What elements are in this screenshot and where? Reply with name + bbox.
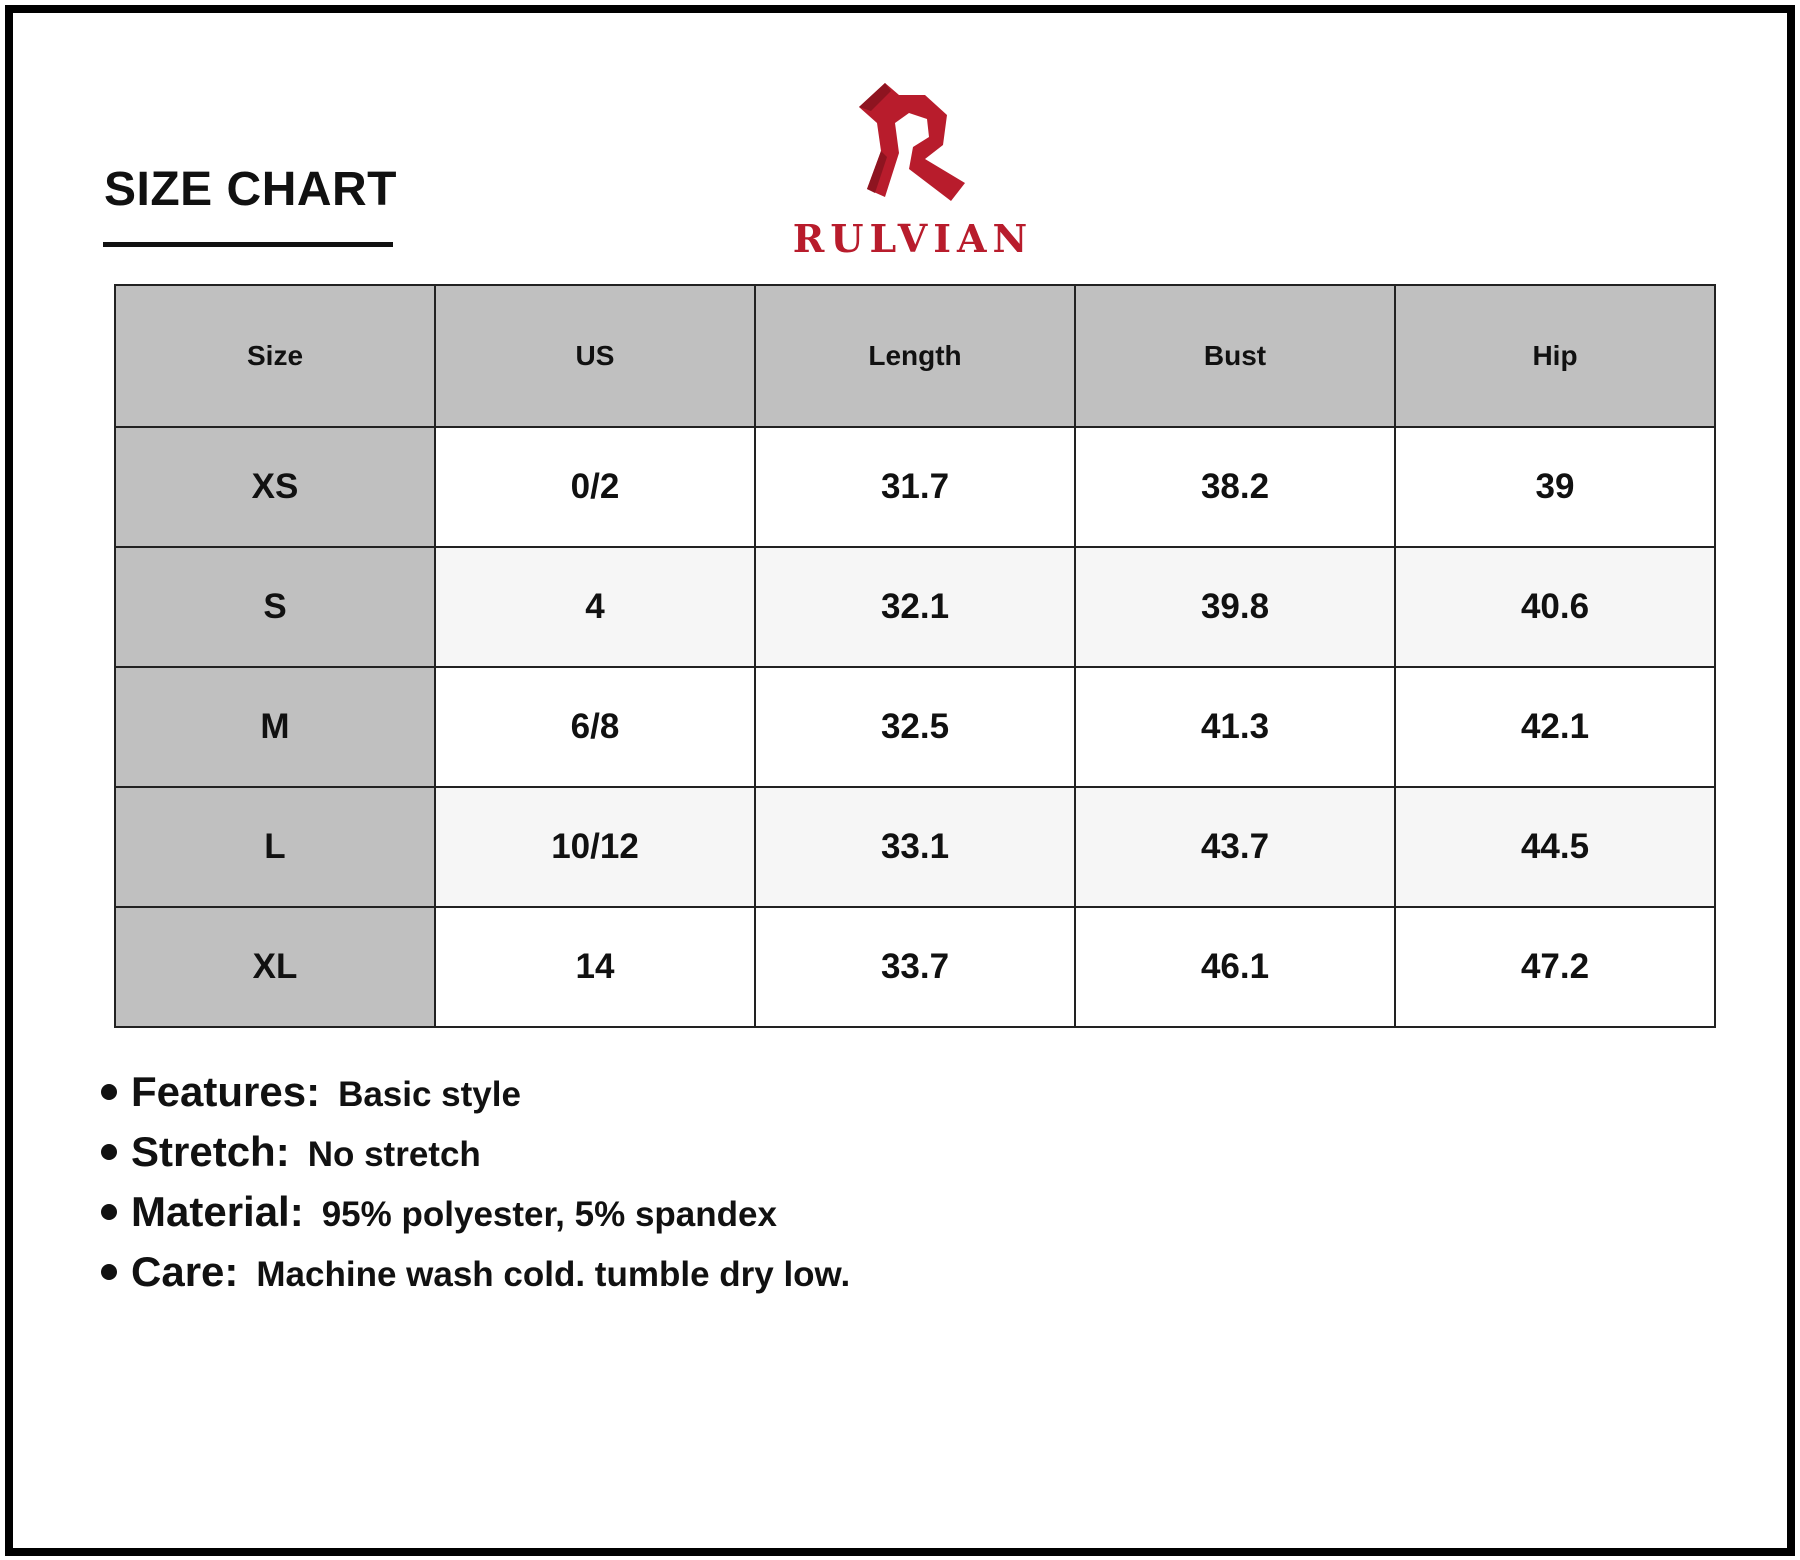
title-underline bbox=[103, 242, 393, 247]
feature-label: Material: bbox=[131, 1188, 304, 1235]
bust-cell: 43.7 bbox=[1075, 787, 1395, 907]
bullet-icon bbox=[101, 1144, 117, 1160]
hip-cell: 47.2 bbox=[1395, 907, 1715, 1027]
feature-label: Care: bbox=[131, 1248, 239, 1295]
length-cell: 33.1 bbox=[755, 787, 1075, 907]
column-header-bust: Bust bbox=[1075, 285, 1395, 427]
table-row bbox=[115, 907, 1715, 1027]
column-header-hip: Hip bbox=[1395, 285, 1715, 427]
size-cell: XS bbox=[115, 427, 435, 547]
bullet-icon bbox=[101, 1264, 117, 1280]
column-header-length: Length bbox=[755, 285, 1075, 427]
feature-list bbox=[101, 1068, 850, 1308]
table-header-row bbox=[115, 285, 1715, 427]
size-cell: S bbox=[115, 547, 435, 667]
size-cell: M bbox=[115, 667, 435, 787]
page-title: SIZE CHART bbox=[104, 163, 397, 216]
us-cell: 10/12 bbox=[435, 787, 755, 907]
list-item bbox=[101, 1128, 850, 1188]
page-frame bbox=[5, 5, 1795, 1556]
hip-cell: 42.1 bbox=[1395, 667, 1715, 787]
list-item bbox=[101, 1188, 850, 1248]
table-row bbox=[115, 547, 1715, 667]
bullet-icon bbox=[101, 1204, 117, 1220]
feature-label: Stretch: bbox=[131, 1128, 290, 1175]
list-item bbox=[101, 1068, 850, 1128]
table-row bbox=[115, 427, 1715, 547]
us-cell: 14 bbox=[435, 907, 755, 1027]
table-row bbox=[115, 667, 1715, 787]
feature-value: 95% polyester, 5% spandex bbox=[321, 1195, 777, 1234]
length-cell: 33.7 bbox=[755, 907, 1075, 1027]
hip-cell: 40.6 bbox=[1395, 547, 1715, 667]
hip-cell: 44.5 bbox=[1395, 787, 1715, 907]
hip-cell: 39 bbox=[1395, 427, 1715, 547]
list-item bbox=[101, 1248, 850, 1308]
red-r-monogram-icon bbox=[847, 77, 979, 211]
table-row bbox=[115, 787, 1715, 907]
us-cell: 4 bbox=[435, 547, 755, 667]
us-cell: 0/2 bbox=[435, 427, 755, 547]
feature-value: Basic style bbox=[338, 1075, 521, 1114]
length-cell: 32.1 bbox=[755, 547, 1075, 667]
bust-cell: 46.1 bbox=[1075, 907, 1395, 1027]
brand-name: RULVIAN bbox=[792, 216, 1034, 261]
size-table bbox=[114, 284, 1716, 1028]
us-cell: 6/8 bbox=[435, 667, 755, 787]
size-cell: L bbox=[115, 787, 435, 907]
bust-cell: 38.2 bbox=[1075, 427, 1395, 547]
length-cell: 32.5 bbox=[755, 667, 1075, 787]
length-cell: 31.7 bbox=[755, 427, 1075, 547]
bullet-icon bbox=[101, 1084, 117, 1100]
feature-value: No stretch bbox=[307, 1135, 481, 1174]
feature-value: Machine wash cold. tumble dry low. bbox=[256, 1255, 851, 1294]
feature-label: Features: bbox=[131, 1068, 321, 1115]
bust-cell: 41.3 bbox=[1075, 667, 1395, 787]
size-cell: XL bbox=[115, 907, 435, 1027]
column-header-us: US bbox=[435, 285, 755, 427]
bust-cell: 39.8 bbox=[1075, 547, 1395, 667]
column-header-size: Size bbox=[115, 285, 435, 427]
